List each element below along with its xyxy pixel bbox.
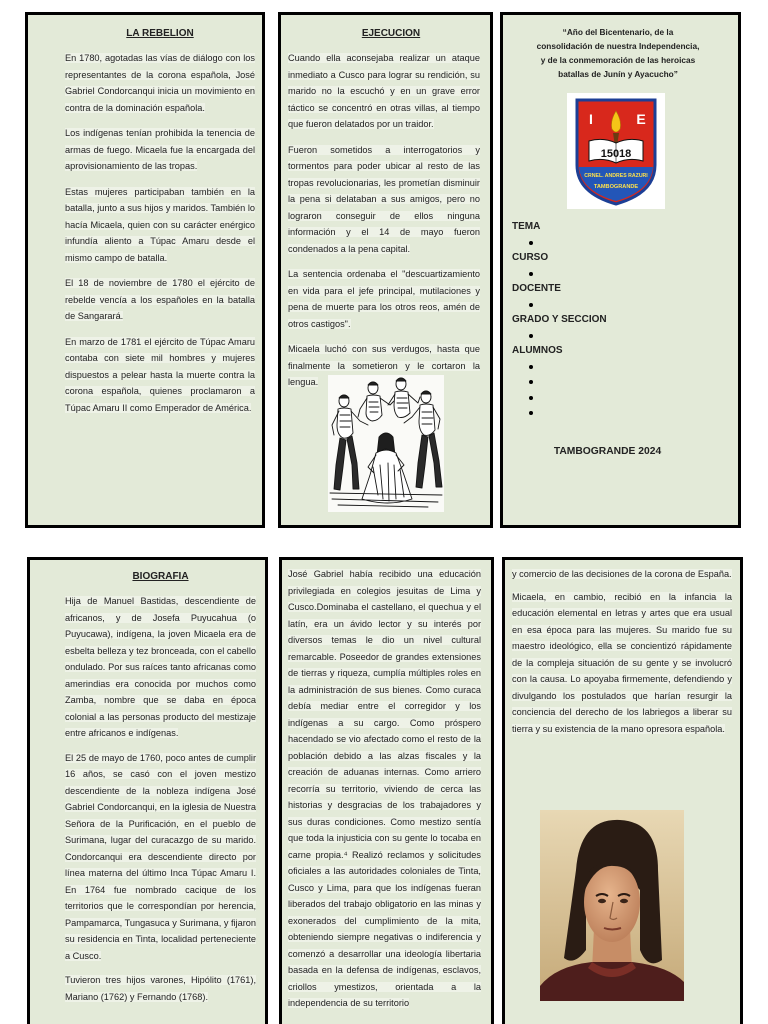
- field-blank: [512, 266, 712, 282]
- ejecucion-paragraph-text: La sentencia ordenaba el "descuartizamiento en vida para el jefe principal, mutilaciones y pena de muerte para los otros reos, amén de otros castigos".: [288, 269, 480, 329]
- jose-gabriel-paragraph-text: José Gabriel había recibido una educación privilegiada en colegios jesuitas de Lima y Cusco.Dominaba el castellano, el quechua y el latín, era un ávido lector y su interés por diversos temas le dio un nivel cultural remarcable. Poseedor de grandes extensiones de tierras y riqueza, cumplía múltiples roles en la administración de sus bienes. Como curaca debía mediar entre el corregidor y los indígenas a su cargo. Como próspero hacendado se vio afectado como el resto de la población debido a las alzas fiscales y la creación de aduanas internas. Como arriero recorría su territorio, viviendo de cerca las historias y desgracias de los trabajadores y sus duras condiciones. Como mestizo sentía que toda la injusticia con su gente lo tocaba en carne propia.⁴ Realizó reclamos y solicitudes oficiales a las autoridades coloniales de Tinta, Cusco y Lima, para que los indígenas fueran liberados del trabajo obligatorio en las minas y exonerados del cumplimiento de la mita, obteniendo siempre negativas o indiferencia y comenzó a desarrollar una ideología libertaria basada en la defensa de indígenas, esclavos, criollos ymestizos, orientada a la independencia de su territorio: [288, 569, 481, 1008]
- field-label-grado-seccion: GRADO Y SECCION: [512, 314, 607, 325]
- rebelion-paragraph: [65, 275, 255, 325]
- micaela-paragraph: [512, 589, 732, 738]
- ejecucion-paragraph: [288, 266, 480, 332]
- micaela-paragraph: [512, 566, 732, 583]
- bullet-icon: [529, 334, 533, 338]
- motto-line: consolidación de nuestra Independencia,: [536, 41, 700, 51]
- rebelion-paragraph: [65, 334, 255, 417]
- ejecucion-paragraph-text: Fueron sometidos a interrogatorios y tormentos para poder ubicar al resto de las tropas revolucionarias, les prometían disminuir la pena si delataban a sus amigos, pero no lograron conseguir de ellos ninguna información y el 14 de mayo fueron condenados a la pena capital.: [288, 144, 480, 254]
- micaela-portrait-painting: [540, 810, 684, 1001]
- motto-line: batallas de Junín y Ayacucho”: [558, 69, 678, 79]
- bullet-icon: [529, 411, 533, 415]
- biografia-paragraph: [65, 972, 256, 1005]
- field-blank: [512, 390, 712, 406]
- field-label-tema: TEMA: [512, 221, 541, 232]
- ejecucion-paragraph: [288, 50, 480, 133]
- logo-banner-line-1: CRNEL. ANDRES RAZURI: [584, 173, 648, 179]
- field-blank: [512, 374, 712, 390]
- section-title-biografia: BIOGRAFIA: [132, 571, 189, 582]
- field-blank: [512, 328, 712, 344]
- panel-micaela: [502, 557, 743, 1024]
- logo-letter-right: E: [636, 111, 646, 127]
- motto-line: “Año del Bicentenario, de la: [562, 27, 674, 37]
- bullet-icon: [529, 272, 533, 276]
- section-title-la-rebelion: LA REBELION: [126, 28, 194, 39]
- logo-banner-line-2: TAMBOGRANDE: [593, 184, 639, 190]
- school-crest-logo: [567, 93, 665, 209]
- field-blank: [512, 235, 712, 251]
- bullet-icon: [529, 241, 533, 245]
- bullet-icon: [529, 396, 533, 400]
- panel-jose-gabriel: [279, 557, 494, 1024]
- execution-engraving-illustration: [328, 375, 444, 512]
- micaela-paragraph-text: y comercio de las decisiones de la corona de España.: [512, 569, 732, 579]
- motto-line: y de la conmemoración de las heroicas: [540, 55, 696, 65]
- field-label-docente: DOCENTE: [512, 283, 561, 294]
- biografia-paragraph-text: El 25 de mayo de 1760, poco antes de cumplir 16 años, se casó con el joven mestizo descendiente de la nobleza indígena José Gabriel Condorcanqui, en la iglesia de Nuestra Señora de la Purificación, en el pueblo de Surimana, lugar del curacazgo de su marido. Condorcanqui era descendiente directo por línea materna del último Inca Túpac Amaru I. En 1764 fue nombrado cacique de los territorios que le correspondían por herencia, Pampamarca, Tungasuca y Surimana, y fijaron su residencia en Tinta, localidad perteneciente a Cusco.: [65, 752, 256, 961]
- rebelion-paragraph-text: El 18 de noviembre de 1780 el ejército de rebelde vencía a los españoles en la batalla de Sangarará.: [65, 278, 255, 321]
- panel-ejecucion: [278, 12, 493, 528]
- ejecucion-paragraph-text: Cuando ella aconsejaba realizar un ataque inmediato a Cusco para lograr su rendición, su marido no la escuchó y en un grave error táctico se concentró en otras villas, al tiempo que fueron delatados por un traidor.: [288, 53, 480, 129]
- field-label-curso: CURSO: [512, 252, 549, 263]
- jose-gabriel-paragraph: [288, 566, 481, 1012]
- biografia-paragraph-text: Hija de Manuel Bastidas, descendiente de africanos, y de Josefa Puyucahua (o Puyucawa), indígena, la joven Micaela era de esbelta belleza y tez bronceada, con el cabello ondulado. Por sus raíces tanto africanas como amerindias era conocida por muchos como Zamba, nombre que se daba en época colonial a las personas producto del mestizaje entre africanos e indígenas.: [65, 596, 256, 738]
- micaela-paragraph-text: Micaela, en cambio, recibió en la infancia la educación elemental en letras y artes que era usual en esa época para las mujeres. Su marido fue su maestro ideológico, ella se concientizó rápidamente de la compleja situación de su gente y se involucró con la causa. Lo apoyaba firmemente, defendiendo y divulgando los postulados que harían resurgir la conciencia del derecho de los labriegos a liberar su tierra y su existencia de la mano opresora española.: [512, 591, 732, 734]
- field-blank: [512, 297, 712, 313]
- logo-letter-left: I: [589, 111, 593, 127]
- rebelion-paragraph-text: Estas mujeres participaban también en la batalla, junto a sus hijos y maridos. También lo hacía Micaela, quien con su carácter enérgico infundía aliento a Túpac Amaru desde el mismo campo de batalla.: [65, 186, 255, 263]
- cover-footer: TAMBOGRANDE 2024: [553, 446, 662, 457]
- section-title-ejecucion: EJECUCION: [361, 28, 421, 39]
- bullet-icon: [529, 380, 533, 384]
- panel-biografia: [27, 557, 268, 1024]
- ejecucion-paragraph: [288, 142, 480, 258]
- biografia-paragraph: [65, 750, 256, 965]
- rebelion-paragraph: [65, 125, 255, 175]
- rebelion-paragraph: [65, 184, 255, 267]
- logo-school-number: 15018: [600, 148, 632, 160]
- panel-cover: [500, 12, 741, 528]
- rebelion-paragraph-text: En 1780, agotadas las vías de diálogo con los representantes de la corona española, José Gabriel Condorcanqui inicia un movimiento en contra de la dominación española.: [65, 53, 255, 113]
- biografia-paragraph-text: Tuvieron tres hijos varones, Hipólito (1761), Mariano (1762) y Fernando (1768).: [65, 975, 256, 1002]
- ejecucion-paragraph-text: Micaela luchó con sus verdugos, hasta que finalmente la sometieron y le cortaron la lengua.: [288, 344, 480, 387]
- rebelion-paragraph: [65, 50, 255, 116]
- cover-fields-list: [512, 219, 712, 421]
- bullet-icon: [529, 303, 533, 307]
- panel-la-rebelion: [25, 12, 265, 528]
- bicentenary-motto: [518, 25, 718, 81]
- field-label-alumnos: ALUMNOS: [512, 345, 563, 356]
- field-blank: [512, 359, 712, 375]
- rebelion-paragraph-text: Los indígenas tenían prohibida la tenencia de armas de fuego. Micaela fue la encargada del aprovisionamiento de las tropas.: [65, 128, 255, 171]
- bullet-icon: [529, 365, 533, 369]
- biografia-paragraph: [65, 593, 256, 742]
- rebelion-paragraph-text: En marzo de 1781 el ejército de Túpac Amaru contaba con siete mil hombres y mujeres dispuestos a pelear hasta la muerte contra la corona española, quienes proclamaron a Túpac Amaru II como Emperador de América.: [65, 336, 255, 413]
- field-blank: [512, 405, 712, 421]
